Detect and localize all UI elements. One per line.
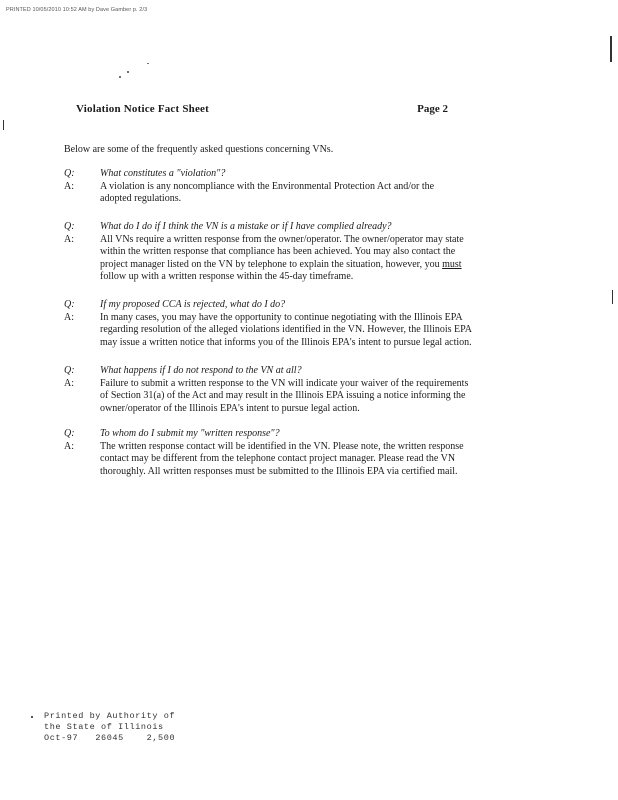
scan-speck xyxy=(31,716,33,718)
scan-speck xyxy=(147,63,149,64)
question xyxy=(64,168,524,181)
answer-line: thoroughly. All written responses must be submitted to the Illinois EPA via certified mail. xyxy=(100,465,458,477)
answer-line: All VNs require a written response from the owner/operator. The owner/operator may state xyxy=(100,233,464,245)
scan-edge-mark-top xyxy=(610,36,612,62)
answer-label: A: xyxy=(64,311,74,323)
answer-label: A: xyxy=(64,180,74,192)
question xyxy=(64,365,524,378)
question-label: Q: xyxy=(64,221,75,232)
qa-item xyxy=(64,221,524,284)
qa-item xyxy=(64,168,524,206)
answer xyxy=(64,181,524,206)
answer-line: adopted regulations. xyxy=(100,193,182,204)
intro-text: Below are some of the frequently asked questions concerning VNs. xyxy=(64,144,334,155)
document-title: Violation Notice Fact Sheet xyxy=(76,103,209,115)
question-text: What constitutes a "violation"? xyxy=(100,168,226,179)
qa-item xyxy=(64,428,524,478)
question-text: To whom do I submit my "written response"? xyxy=(100,428,280,439)
answer xyxy=(64,378,524,416)
question-label: Q: xyxy=(64,428,75,439)
answer-line: within the written response that compliance has been achieved. You may also contact the xyxy=(100,246,456,257)
print-authority-footer xyxy=(44,711,175,744)
answer-label: A: xyxy=(64,377,74,389)
question xyxy=(64,428,524,441)
page-number: Page 2 xyxy=(417,103,448,115)
footer-line xyxy=(44,733,175,744)
scan-edge-mark-left xyxy=(3,120,4,130)
question-label: Q: xyxy=(64,365,75,376)
footer-count: 2,500 xyxy=(146,733,176,743)
fax-header: PRINTED 10/05/2010 10:52 AM by Dave Gamber p. 2/3 xyxy=(6,7,148,13)
question xyxy=(64,299,524,312)
answer-line: Failure to submit a written response to the VN will indicate your waiver of the requirements xyxy=(100,377,469,389)
qa-item xyxy=(64,365,524,415)
emphasis-must: must xyxy=(442,258,462,270)
answer xyxy=(64,441,524,479)
footer-line: the State of Illinois xyxy=(44,722,164,732)
footer-line: Printed by Authority of xyxy=(44,711,176,721)
answer xyxy=(64,234,524,284)
page-header xyxy=(76,103,448,119)
scan-speck xyxy=(127,71,129,73)
question xyxy=(64,221,524,234)
answer-line: In many cases, you may have the opportunity to continue negotiating with the Illinois EPA xyxy=(100,311,463,323)
answer-label: A: xyxy=(64,233,74,245)
footer-number: 26045 xyxy=(95,733,124,743)
answer-line: A violation is any noncompliance with the Environmental Protection Act and/or the xyxy=(100,180,435,192)
footer-date: Oct-97 xyxy=(44,733,79,743)
question-label: Q: xyxy=(64,299,75,310)
qa-item xyxy=(64,299,524,349)
scan-speck xyxy=(119,76,121,78)
answer-line: The written response contact will be identified in the VN. Please note, the written response xyxy=(100,440,464,452)
answer-line: owner/operator of the Illinois EPA's intent to pursue legal action. xyxy=(100,402,360,414)
answer-line: contact may be different from the telephone contact project manager. Please read the VN xyxy=(100,453,456,464)
answer-line: of Section 31(a) of the Act and may result in the Illinois EPA issuing a notice informing the xyxy=(100,390,466,401)
question-text: What do I do if I think the VN is a mistake or if I have complied already? xyxy=(100,221,392,232)
question-label: Q: xyxy=(64,168,75,179)
answer-line: may issue a written notice that informs you of the Illinois EPA's intent to pursue legal action. xyxy=(100,336,472,348)
answer-line: project manager listed on the VN by telephone to explain the situation, however, you must xyxy=(100,258,462,270)
scan-edge-mark-right xyxy=(612,290,613,304)
answer xyxy=(64,312,524,350)
answer-line: follow up with a written response within the 45-day timeframe. xyxy=(100,271,354,282)
answer-label: A: xyxy=(64,440,74,452)
question-text: What happens if I do not respond to the VN at all? xyxy=(100,365,302,376)
question-text: If my proposed CCA is rejected, what do I do? xyxy=(100,299,286,310)
answer-line: regarding resolution of the alleged violations identified in the VN. However, the Illinois EPA xyxy=(100,324,473,335)
